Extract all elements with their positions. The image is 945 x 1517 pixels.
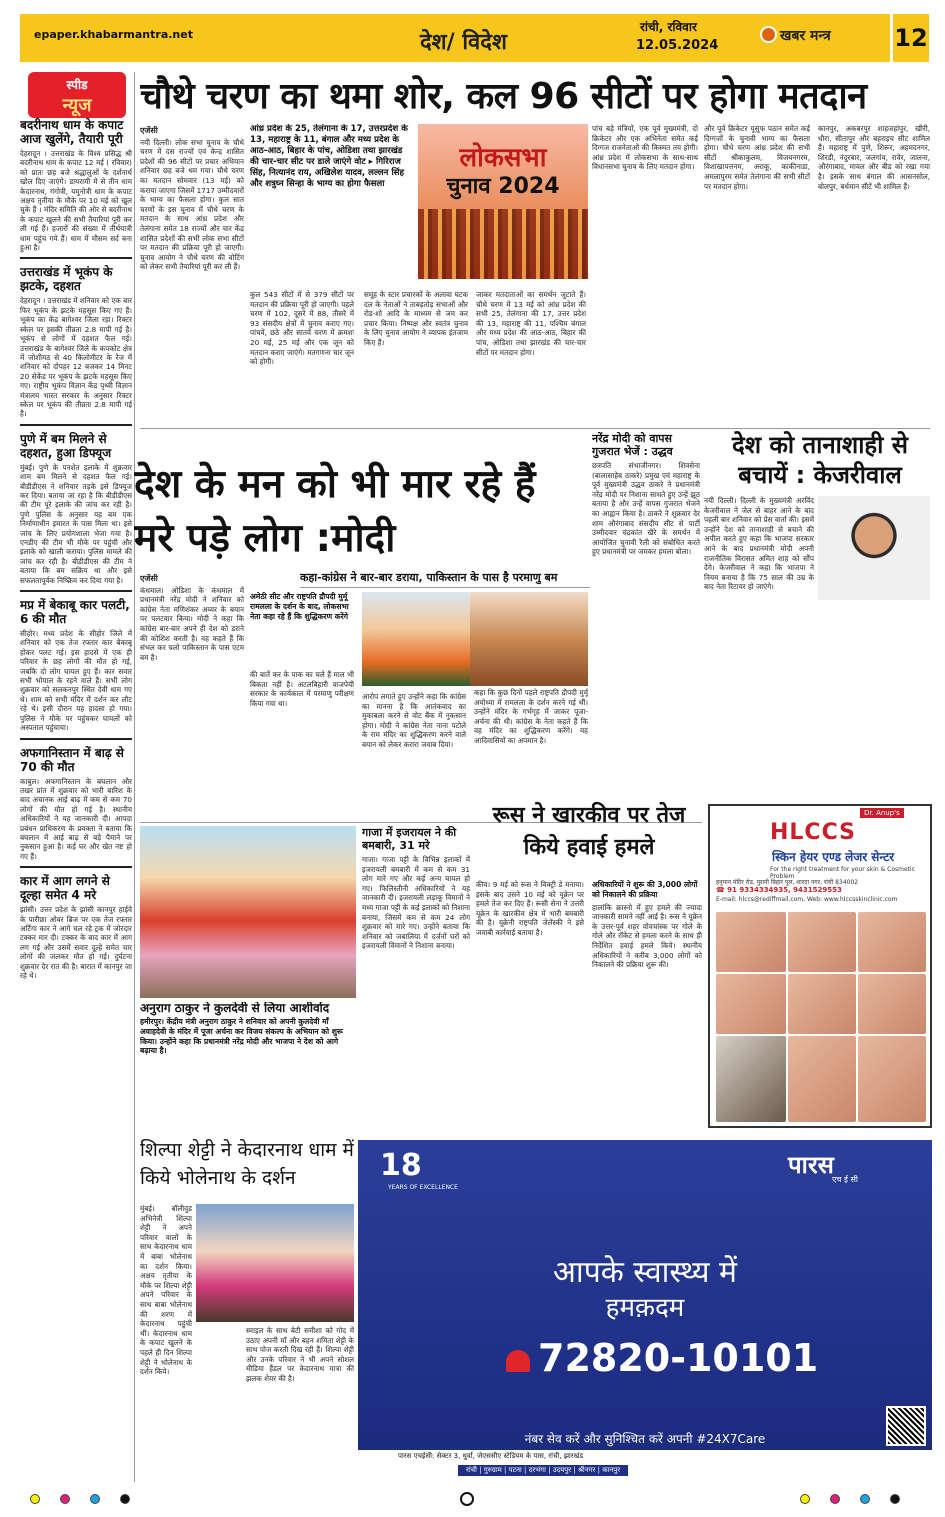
masthead [0,0,945,64]
shilpa-text-col2: स्माइल के साथ बेटी समीशा को गोद में उठाए अपनी माँ और बहन शमिता शेट्टी के साथ पोज करती दिख रही हैं। शिल्पा शेट्टी और उनके परिवार ने भी अपने सोशल मीडिया हैंडल पर केदारनाथ यात्रा की झलक शेयर की है। [246,1326,354,1383]
hlccs-ad[interactable] [708,804,932,1128]
kejriwal-headline[interactable]: देश को तानाशाही से बचायें : केजरीवाल [732,431,908,489]
left-item-headline[interactable]: उत्तराखंड में भूकंप के झटके, दहशत [20,265,113,294]
city-day: रांची, रविवार [640,20,697,34]
uddhav-story [592,432,700,812]
anurag-text: हमीरपुर। केंद्रीय मंत्री अनुराग ठाकुर ने शनिवार को अपनी कुलदेवी माँ अवाहदेवी के मंदिर में पूजा अर्चना कर विजय संकल्प के अभियान को शुरू किया। उन्होंने कहा कि प्रधानमंत्री नरेंद्र मोदी और भाजपा ने देश को आगे बढ़ाया है। [140,1017,343,1056]
main-story-col2: कुल 543 सीटों में से 379 सीटों पर मतदान की प्रक्रिया पूरी हो जाएगी। पहले चरण में 102, दूसरे में 88, तीसरे में 93 संसदीय क्षेत्रों में चुनाव कराए गए। पांचवें, छठे और सातवें चरण में क्रमशः 20 मई, 25 मई और एक जून को मतदान कराए जाएंगे। मतगणना चार जून को होगी। [250,290,354,367]
russia-text2: हालांकि क्रास्नो में हुए हमले की ज्यादा जानकारी सामने नहीं आई है। रूस ने यूक्रेन के उत्तर-पूर्व शहर वोवचांस्क पर गोले के गोले और रॉकेट से हमला करने के साथ ही निर्देशित हवाई हमले किये। स्थानीय अधिकारियों ने करीब 3,000 लोगों को निकालने की प्रक्रिया शुरू की। [592,902,702,970]
crowd-image [418,209,588,279]
ad-address: हनुमान मंदिर रोड, पुरानी बिहार पुल, शारदा नगर, रांची 834002 [716,879,859,886]
speed-news-line1: स्पीड [66,78,88,92]
shilpa-headline[interactable]: शिल्पा शेट्टी ने केदारनाथ धाम में किये भोलेनाथ के दर्शन [140,1139,354,1189]
modi-headline[interactable]: देश के मन को भी मार रहे हैं मरे पड़े लोग :मोदी [134,462,536,561]
ad-doctor-name: Dr. Anup's [860,808,904,818]
kejriwal-photo [818,496,930,600]
left-item-text: काबुल। अफगानिस्तान के बघलान और तखर प्रांत में शुक्रवार को भारी बारिश के बाद अचानक आई बाढ़ में कम से कम 70 लोगों की मौत हो गई है। स्थानीय अधिकारियों ने यह जानकारी दी। आपदा प्रबंधन प्राधिकरण के प्रवक्ता ने बताया कि बघलान में आई बाढ़ से बड़े पैमाने पर नुकसान हुआ है। कई घर और खेत नष्ट हो गए हैं। [20,776,132,861]
epaper-url[interactable]: epaper.khabarmantra.net [34,28,193,41]
byline: एजेंसी [140,574,158,583]
skin-photo [788,1036,856,1122]
left-item-headline[interactable]: मप्र में बेकाबू कार पलटी, 6 की मौत [20,598,130,627]
ad-clinic-subtitle: स्किन हेयर एण्ड लेजर सेन्टर [772,850,895,864]
ad-clinic-name: HLCCS [770,820,856,845]
main-story-highlight: आंध्र प्रदेश के 25, तेलंगाना के 17, उत्तरप्रदेश के 13, महाराष्ट्र के 11, बंगाल और मध्य प्रदेश के आठ-आठ, बिहार के पांच, ओडिशा तथा झारखंड की चार-चार सीट पर डाले जाएंगे वोट ▸ गिरिराज सिंह, नित्यानंद राय, अखिलेश यादव, लल्लन सिंह और शत्रुघ्न सिन्हा के भाग्य का होगा फैसला [250,124,408,189]
story-text: कंधमाल। ओडिशा के कंधमाल में प्रधानमंत्री नरेंद्र मोदी ने शनिवार को कांग्रेस नेता मणिशंकर अय्यर के बयान पर पलटवार किया। मोदी ने कहा कि कांग्रेस बार-बार अपने ही देश को डराने की कोशिश करती है। वह कहते हैं कि संभल कर चलो पाकिस्तान के पास एटम बम है। [140,585,244,662]
skin-photo [858,912,926,972]
divider [20,424,132,426]
modi-rally-photo [362,592,470,686]
main-story-col5: पांच बड़े मंत्रियों, एक पूर्व मुख्यमंत्री, दो क्रिकेटर और एक अभिनेता समेत कई दिग्गज राजनेताओं की किस्मत तय होगी। आंध्र प्रदेश में लोकसभा के साथ-साथ विधानसभा चुनाव के लिए मतदान होगा। [592,124,698,172]
skin-photo [716,912,786,972]
kejriwal-text: नयी दिल्ली। दिल्ली के मुख्यमंत्री अरविंद केजरीवाल ने जेल से बाहर आने के बाद पहली बार शनिवार को प्रेस वार्ता की। इसमें उन्होंने देश को तानाशाही से बचाने की अपील करते हुए कहा कि भाजपा सरकार आने के बाद प्रधानमंत्री मोदी अपनी राजनीतिक विरासत अमित शाह को सौंप देंगे। केजरीवाल ने कहा कि भाजपा ने नियम बनाया है कि 75 साल की उम्र के बाद नेता रिटायर हो जाएंगे। [704,496,814,592]
ad-line2: हमक़दम [605,1293,685,1323]
left-item-headline[interactable]: पुणे में बम मिलने से दहशत, हुआ डिफ्यूज [20,431,112,460]
ad-line3: नंबर सेव करें और सुनिश्चित करें अपनी #24X7Care [524,1432,766,1446]
main-story-col4: जाकर मतदाताओं का समर्थन जुटाते हैं। चौथे चरण में 13 मई को आंध्र प्रदेश की सभी 25, तेलंगाना की 17, उत्तर प्रदेश की 13, महाराष्ट्र की 11, पश्चिम बंगाल और मध्य प्रदेश की आठ-आठ, बिहार की पांच, ओडिशा तथा झारखंड की चार-चार सीटों पर मतदान होगा। [476,290,586,357]
main-story-col6: और पूर्व क्रिकेटर यूसुफ पठान समेत कई दिग्गजों के चुनावी भाग्य का फैसला होगा। चौथे चरण आंध्र प्रदेश की सभी सीटों श्रीकाकुलम, विजयनगरम, विशाखापत्तनम, अराकू, काकीनाडा, अमलापुरम समेत तेलंगाना की सभी सीटों पर मतदान होगा। [704,124,810,191]
left-item [20,874,132,980]
ad-brand: पारस [788,1151,834,1179]
left-item-headline[interactable]: कार में आग लगने से दूल्हा समेत 4 मरे [20,874,110,903]
lok-sabha-banner [418,124,588,279]
divider [20,257,132,259]
gaza-headline[interactable]: गाजा में इजरायल ने की बमबारी, 31 मरे [362,826,457,852]
modi-subhead: कहा-कांग्रेस ने बार-बार डराया, पाकिस्तान के पास है परमाणु बम [300,570,590,588]
speed-news-line2: न्यूज [62,95,92,116]
column-divider [134,72,135,1482]
left-item-text: देहरादून । उत्तराखंड में शनिवार को एक बार फिर भूकंप के झटके महसूस किए गए हैं। भूकंप का केंद्र बागेश्वर जिला रहा। रिक्टर स्केल पर इसकी तीव्रता 2.8 मापी गई है। भूकंप से लोगों में दहशत फैल गई। उत्तराखंड के बागेश्वर जिले के कपकोट क्षेत्र में जोशीमठ से 40 किलोमीटर के रेंज में शनिवार को दोपहर 12 बजकर 14 मिनट 20 सेकेंड पर भूकंप के झटके महसूस किए गए। राष्ट्रीय भूकंप विज्ञान केंद्र पृथ्वी विज्ञान मंत्रालय भारत सरकार के अनुसार रिक्टर स्केल पर भूकंप की तीव्रता 2.8 मापी गई है। [20,296,132,419]
main-story-col7: कानपुर, अकबरपुर शाहजहांपुर, खीरी, धौरा, सीतापुर और बहराइच सीट शामिल हैं। महाराष्ट्र में पुणे, शिरूर, अहमदनगर, शिरडी, नंदुरबार, जलगांव, रावेर, जालना, औरंगाबाद, मावल और बीड को रखा गया है। इसके साथ बंगाल की आसनसोल, बोलपुर, बर्धमान सीटें भी शामिल हैं। [818,124,930,191]
uddhav-text: छत्रपति संभाजीनगर। शिवसेना (बालासाहेब ठाकरे) प्रमुख एवं महाराष्ट्र के पूर्व मुख्यमंत्री उद्धव ठाकरे ने प्रधानमंत्री नरेंद्र मोदी पर निशाना साधते हुए उन्हें झूठ बताया है और उन्हें वापस गुजरात भेजने का आह्वान किया है। ठाकरे ने शुक्रवार देर शाम औरंगाबाद संसदीय सीट से पार्टी उम्मीदवार चंद्रकांत खैरे के समर्थन में आयोजित चुनावी रैली को संबोधित करते हुए प्रधानमंत्री पर जमकर हमला बोला। [592,461,700,557]
main-headline[interactable]: चौथे चरण का थमा शोर, कल 96 सीटों पर होगा मतदान [140,76,867,117]
register-dot [860,1494,870,1504]
skin-photo [716,974,786,1034]
modi-story-col1 [140,574,244,824]
kejriwal-text-cont [818,604,930,796]
brand-logo-icon [760,26,777,43]
ad-footer [358,1450,932,1480]
ad-phone-number[interactable]: 72820-10101 [538,1336,819,1380]
left-item-text: सीहोर। मध्य प्रदेश के सीहोर जिले में शनिवार को एक तेज रफ्तार कार बेकाबू होकर पलट गई। इस हादसे में एक ही परिवार के छह लोगों की मौत हो गई, जबकि दो लोग घायल हुए हैं। कार सवार सभी भोपाल के रहने वाले हैं। सभी लोग शुक्रवार को सलकनपुर स्थित देवी धाम गए थे। शाम को सभी मंदिर में दर्शन कर लौट रहे थे। इसी दौरान यह हादसा हो गया। पुलिस ने मौके पर पहुंचकर घायलों को अस्पताल पहुंचाया। [20,629,132,733]
modi-story-col3: आरोप लगाते हुए उन्होंने कहा कि कांग्रेस का मानना है कि आतंकवाद का मुकाबला करने से वोट बैंक में नुकसान होगा। मोदी ने कांग्रेस नेता नाना पटोले के राम मंदिर का शुद्धिकरण करने वाले बयान को लेकर करारा जवाब दिया। [362,692,466,749]
ad-address: पारस एचईसी: सेक्टर 3, धुर्वा, जेएससीए स्टेडियम के पास, रांची, झारखंड [398,1452,584,1460]
divider [20,738,132,740]
register-crosshair [460,1492,474,1506]
gaza-text: गाजा। गाजा पट्टी के विभिन्न इलाकों में इजरायली बमबारी में कम से कम 31 लोग मारे गए और कई अन्य घायल हो गए। फिलिस्तीनी अधिकारियों ने यह जानकारी दी। इजरायली लड़ाकू विमानों ने मध्य गाजा पट्टी के कई इलाकों को निशाना बनाया, जिसमें कम से कम 24 लोग शुक्रवार को मारे गए। उन्होंने बताया कि शनिवार को जबालिया में दर्जनों घरों को इजरायली विमानों ने निशाना बनाया। [362,855,470,951]
skin-photo [788,974,856,1034]
divider [20,866,132,868]
register-dot [890,1494,900,1504]
edition-date: 12.05.2024 [636,38,719,53]
banner-line1: लोकसभा [459,143,547,173]
modi-story-col2: की बातें कर के पाक का चले हैं माल भी बिकता नहीं है। अटलबिहारी वाजपेयी सरकार के कार्यकाल में परमाणु परीक्षण किया गया था। [250,670,354,708]
ad-brand-sub: एच ई सी [832,1175,858,1184]
paras-hospital-ad[interactable] [358,1140,932,1480]
emergency-siren-icon [506,1350,530,1372]
left-item-text: झांसी। उत्तर प्रदेश के झांसी कानपुर हाईवे के पारीछा ओवर ब्रिज पर एक तेज रफ्तार अर्टिगा कार ने आगे चल रहे ट्रक में जोरदार टक्कर मार दी। टक्कर के बाद कार में आग लग गई और उसमें सवार दूल्हे समेत चार लोगों की जलकर मौत हो गई। दुर्घटना शुक्रवार देर रात की है। बारात में कानपुर जा रहे थे। [20,905,132,980]
modi-story-col4: कहा कि कुछ दिनों पहले राष्ट्रपति द्रौपदी मुर्मू अयोध्या में रामलला के दर्शन करने गई थीं। उन्होंने मंदिर के गर्भगृह में जाकर पूजा-अर्चना की थी। कांग्रेस के नेता कहते हैं कि वह मंदिर का शुद्धिकरण करेंगे। यह आदिवासियों का अपमान है। [474,688,588,745]
left-item [20,746,132,862]
section-divider [140,428,930,429]
divider [20,590,132,592]
register-dot [120,1494,130,1504]
page-number: 12 [893,14,929,62]
uddhav-headline[interactable]: नरेंद्र मोदी को वापस गुजरात भेजें : उद्धव [592,432,673,458]
left-item [20,265,132,418]
print-register-marks [20,1490,930,1510]
russia-highlight: अधिकारियों ने शुरू की 3,000 लोगों को निकालने की प्रक्रिया [592,880,698,899]
skin-photo [858,1036,926,1122]
ad-cities: रांची | गुरुग्राम | पटना | दरभंगा | उदयपुर | श्रीनगर | कानपुर [458,1465,628,1476]
russia-text: कीव। 9 मई को रूस ने विक्ट्री डे मनाया। इसके बाद उसने 10 मई को यूक्रेन पर हमले तेज कर दिए हैं। रूसी सेना ने उत्तरी यूक्रेन के खारकीव क्षेत्र में भारी बमबारी की है। यूक्रेनी राष्ट्रपति जेलेंस्की ने इसे जवाबी कार्रवाई बताया है। [476,880,584,937]
left-item-text: देहरादून । उत्तराखंड के विश्व प्रसिद्ध श्री बदरीनाथ धाम के कपाट 12 मई ( रविवार) को प्रातः छह बजे श्रद्धालुओं के दर्शनार्थ खोल दिए जाएंगे। डायरामी मे से तीन धाम केदारनाथ, गंगोत्री, यमुनोत्री धाम के कपाट अक्षय तृतीया के मौके पर 10 मई को खुल चुके हैं । मंदिर समिति की ओर से बदरीनाथ के कपाट खुलने की सभी तैयारियां पूरी कर ली गई हैं। हजारों की संख्या में तीर्थयात्री धाम पहुंच गये हैं। धाम में मौसम सर्द बना हुआ है। [20,149,132,253]
anurag-thakur-photo [140,826,356,998]
byline: एजेंसी [140,126,158,135]
anurag-story [140,1002,356,1132]
register-dot [30,1494,40,1504]
ad-line1: आपके स्वास्थ्य में [553,1255,737,1290]
ad-phones: ☎ 91 9334334935, 9431529553 [716,886,842,894]
modi-story-highlight: अमेठी सीट और राष्ट्रपति द्रौपदी मुर्मू रामलला के दर्शन के बाद, लोकसभा नेता कहा रहे हैं कि शुद्धिकरण करेंगे [250,592,349,621]
ad-tagline: For the right treatment for your skin & Cosmetic Problem [770,866,916,880]
ad-years-sub: YEARS OF EXCELLENCE [388,1184,458,1191]
qr-code-icon[interactable] [886,1406,926,1446]
brand-name: खबर मन्त्र [780,28,831,44]
skin-photo [858,974,926,1034]
register-dot [90,1494,100,1504]
left-item-text: मुंबई। पुणे के पनशेत इलाके में शुक्रवार शाम बम मिलने से दहशत फैल गई। बीडीडीएस ने शनिवार तड़के इसे डिफ्यूज कर दिया। बताया जा रहा है कि बीडीडीएस की टीम पूरे इलाके की जांच कर रही है। पुणे पुलिस के अनुसार यह बम एक निर्माणाधीन इमारत के पास मिला था। इसे जांच के लिए प्रयोगशाला भेजा गया है। एनडीए की टीम भी मौके पर पहुंची और इलाके को खाली कराया। पुलिस मामले की जांच कर रही है। बीडीडीएस की टीम ने बताया कि बम सक्रिय था और इसे सफलतापूर्वक निष्क्रिय कर दिया गया है। [20,462,132,585]
section-title: देश/ विदेश [420,30,507,55]
shilpa-shetty-photo [196,1204,354,1322]
register-dot [800,1494,810,1504]
shilpa-text-col1: मुंबई। बॉलीवुड अभिनेत्री शिल्पा शेट्टी ने अपने परिवार वालों के साथ केदारनाथ धाम में बाबा भोलेनाथ का दर्शन किया। अक्षय तृतीया के मौके पर शिल्पा शेट्टी अपने परिवार के साथ बाबा भोलेनाथ की शरण में केदारनाथ पहुंची थीं। केदारनाथ धाम के कपाट खुलने के पहले ही दिन शिल्पा शेट्टी ने भोलेनाथ के दर्शन किये। [140,1204,192,1377]
anurag-headline[interactable]: अनुराग ठाकुर ने कुलदेवी से लिया आशीर्वाद [140,1002,330,1015]
left-item [20,598,132,732]
register-dot [830,1494,840,1504]
left-item-headline[interactable]: अफगानिस्तान में बाढ़ से 70 की मौत [20,745,124,774]
russia-headline[interactable]: रूस ने खारकीव पर तेज किये हवाई हमले [492,803,686,860]
speed-news-column [20,112,132,1472]
banner-line2: चुनाव 2024 [446,174,560,199]
hair-photo [716,1036,786,1122]
register-dot [60,1494,70,1504]
left-item-headline[interactable]: बदरीनाथ धाम के कपाट आज खुलेंगे, तैयारी पूरी [20,118,124,146]
gaza-story [362,826,470,1126]
main-story-col3: समूह के स्टार प्रचारकों के अलावा घटक दल के नेताओं ने ताबड़तोड़ सभाओं और रोड-शो आदि के माध्यम से जम कर प्रचार किया। निष्पक्ष और स्वतंत्र चुनाव के लिए चुनाव आयोग ने व्यापक इंतजाम किए हैं। [364,290,468,347]
skin-photo [788,912,856,972]
ad-web: E-mail: hlccs@rediffmail.com, Web: www.hlccsskinclinic.com [716,896,898,903]
left-item [20,118,132,252]
russia-story-col2 [592,880,702,1126]
main-story-col1 [140,126,244,426]
story-text: नयी दिल्ली। लोक सभा चुनाव के चौथे चरण में दस राज्यों एवं केन्द्र शासित प्रदेशों की 96 सीटों पर प्रचार अभियान शनिवार छह बजे थम गया। चौथे चरण का मतदान सोमवार (13 मई) को कराया जाएगा जिसमें 1717 उम्मीदवारों के भाग्य का फैसला होगा। कुल सात चरणों के इस चुनाव में चौथे चरण के मतदान के साथ आंध्र प्रदेश और तेलंगाना समेत 18 राज्यों और चार केंद्र शासित प्रदेशों की सभी लोक सभा सीटों पर मतदान की प्रक्रिया पूरी हो जाएगी। चुनाव आयोग ने चौथे चरण की वोटिंग को लेकर सभी तैयारियां पूरी कर ली हैं। [140,137,244,272]
ad-years: 18 [380,1148,422,1183]
left-item [20,432,132,585]
